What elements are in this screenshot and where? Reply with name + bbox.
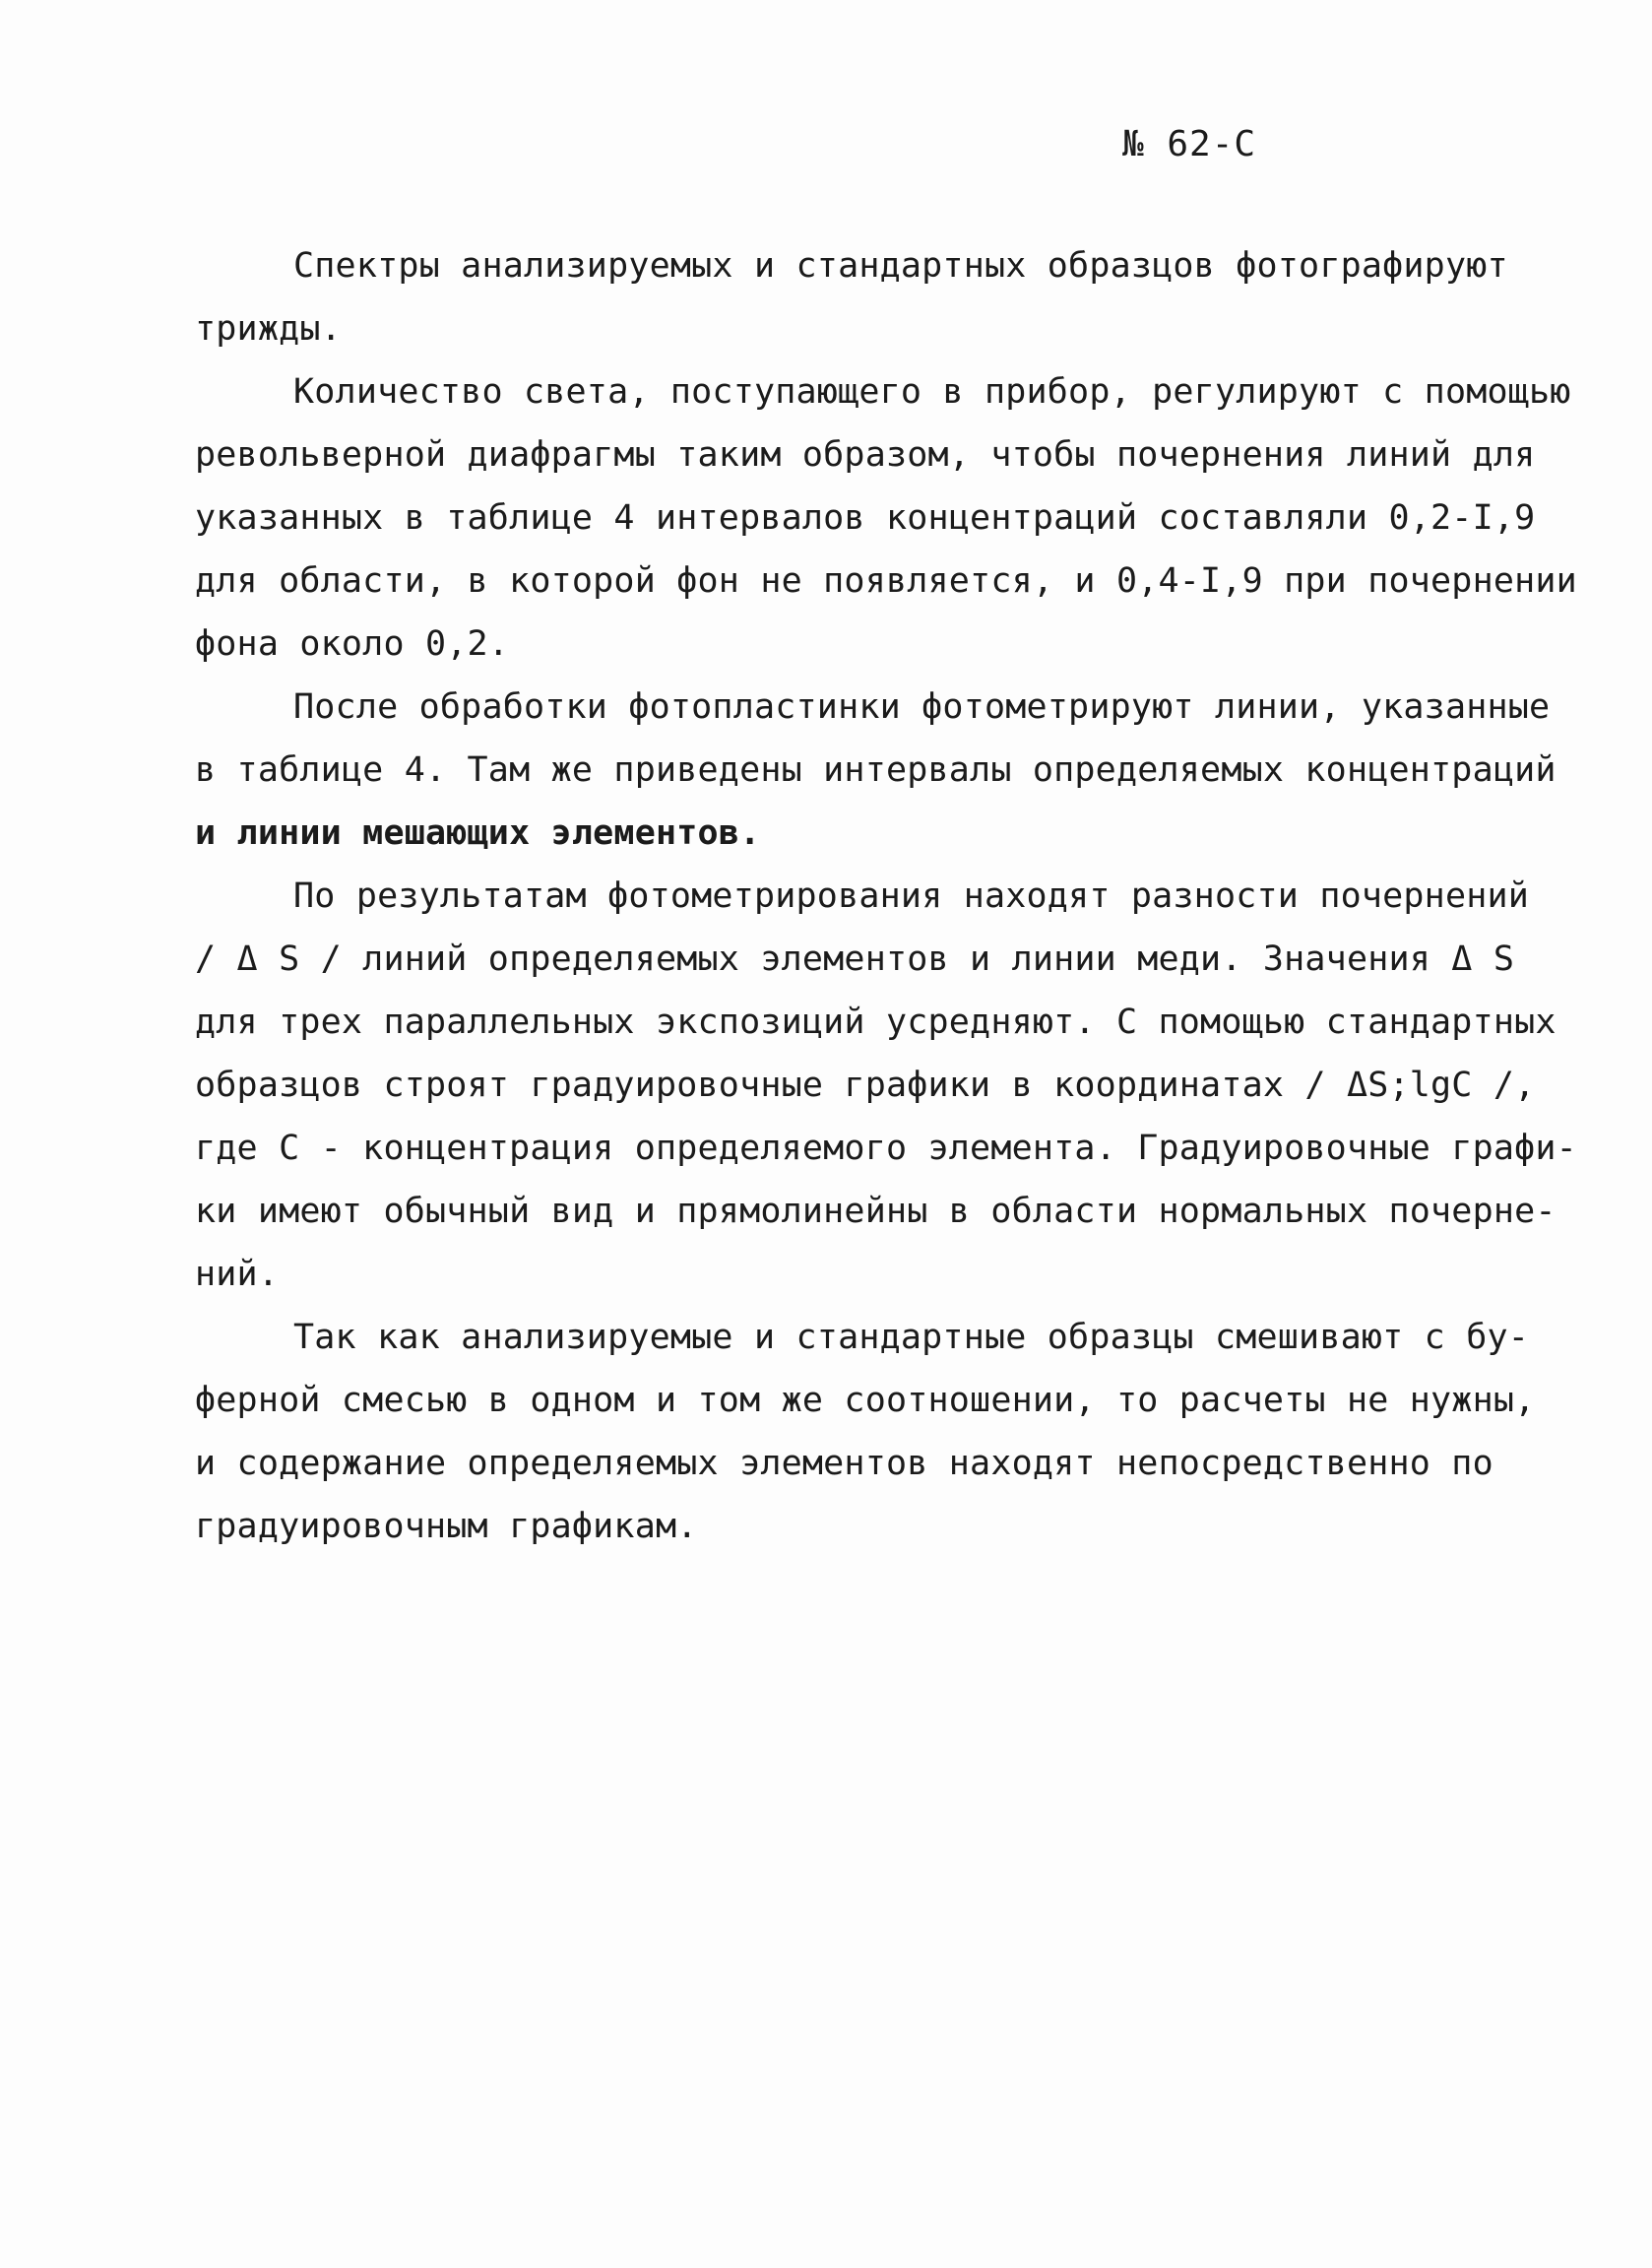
text-line: для области, в которой фон не появляется, и 0,4-I,9 при почернении [195, 561, 1577, 601]
text-line: Так как анализируемые и стандартные образцы смешивают с бу- [293, 1318, 1530, 1357]
text-line: и содержание определяемых элементов находят непосредственно по [195, 1444, 1493, 1483]
text-line: трижды. [195, 309, 342, 349]
text-line: Спектры анализируемых и стандартных образцов фотографируют [293, 246, 1508, 286]
text-line: После обработки фотопластинки фотометрируют линии, указанные [293, 687, 1551, 727]
text-line: револьверной диафрагмы таким образом, чтобы почернения линий для [195, 435, 1536, 475]
text-line: и линии мешающих элементов. [195, 813, 761, 853]
text-line: Количество света, поступающего в прибор, регулируют с помощью [293, 372, 1571, 412]
text-line: ферной смесью в одном и том же соотношении, то расчеты не нужны, [195, 1381, 1536, 1420]
text-line: ний. [195, 1255, 280, 1294]
text-line: указанных в таблице 4 интервалов концентраций составляли 0,2-I,9 [195, 498, 1536, 538]
text-line: образцов строят градуировочные графики в координатах / ΔS;lgC /, [195, 1066, 1536, 1105]
document-body [195, 234, 1577, 1558]
text-line: где С - концентрация определяемого элемента. Градуировочные графи- [195, 1129, 1577, 1168]
text-line: фона около 0,2. [195, 624, 510, 664]
text-line: ки имеют обычный вид и прямолинейны в области нормальных почерне- [195, 1192, 1557, 1231]
text-line: для трех параллельных экспозиций усредняют. С помощью стандартных [195, 1003, 1557, 1042]
document-number: № 62-С [1122, 124, 1257, 164]
text-line: градуировочным графикам. [195, 1507, 698, 1546]
text-line: в таблице 4. Там же приведены интервалы определяемых концентраций [195, 750, 1557, 790]
text-line: / Δ S / линий определяемых элементов и линии меди. Значения Δ S [195, 940, 1515, 979]
text-line: По результатам фотометрирования находят разности почернений [293, 876, 1530, 916]
